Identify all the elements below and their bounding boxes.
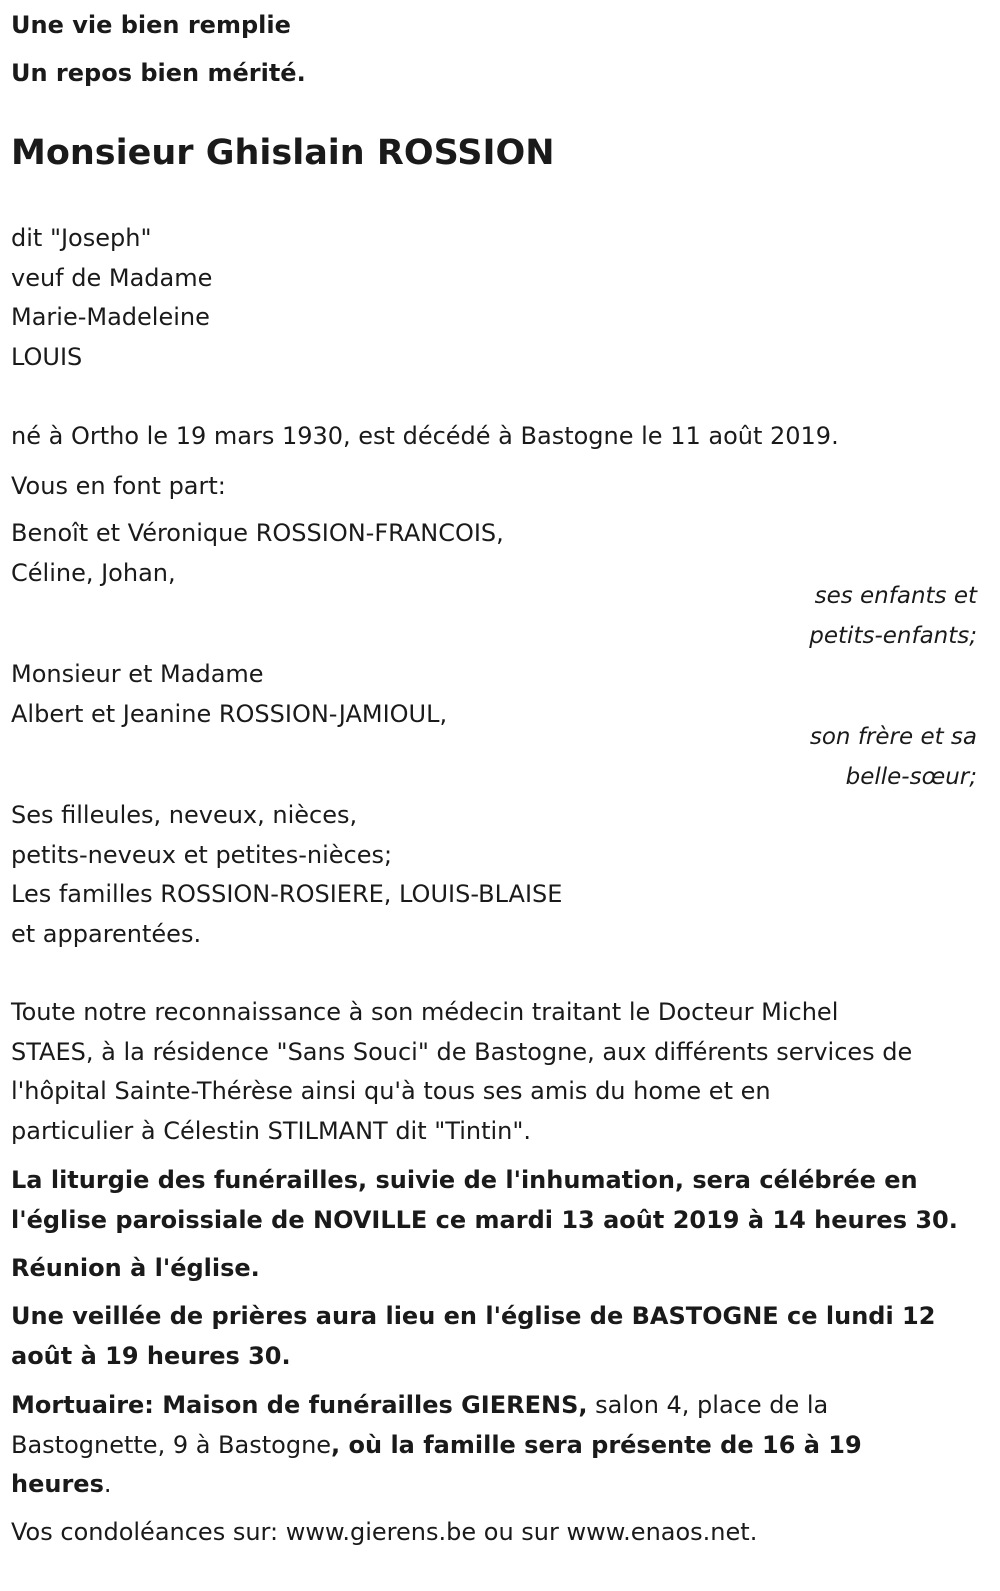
detail-line: LOUIS (11, 342, 83, 371)
family-line: Ses filleules, neveux, nièces, (11, 801, 358, 829)
relation-line: belle-sœur; (845, 763, 977, 790)
detail-line: Marie-Madeleine (11, 303, 210, 332)
mortuary-address-2: Bastognette, 9 à Bastogne (11, 1430, 332, 1459)
mortuary-label: Mortuaire: Maison de funérailles GIERENS, (11, 1391, 588, 1419)
relation-line: ses enfants et (814, 583, 977, 609)
liturgy-line: La liturgie des funérailles, suivie de l'inhumation, sera célébrée en (11, 1166, 918, 1194)
deceased-details (11, 219, 212, 377)
liturgy (11, 1161, 958, 1240)
period: . (103, 1470, 112, 1499)
motto-line-1: Une vie bien remplie (11, 11, 291, 39)
vigil (11, 1297, 935, 1376)
family-line: Les familles ROSSION-ROSIERE, LOUIS-BLAISE (11, 880, 563, 909)
family-line: Céline, Johan, (11, 558, 176, 587)
family-line: Monsieur et Madame (11, 660, 264, 688)
birth-death-text: né à Ortho le 19 mars 1930, est décédé à Bastogne le 11 août 2019. (11, 422, 839, 450)
family-line: Albert et Jeanine ROSSION-JAMIOUL, (11, 699, 448, 728)
thanks-line: STAES, à la résidence "Sans Souci" de Bastogne, aux différents services de (11, 1037, 913, 1066)
meeting-text: Réunion à l'église. (11, 1254, 260, 1282)
family-line: et apparentées. (11, 919, 202, 948)
liturgy-line: l'église paroissiale de NOVILLE ce mardi 13 août 2019 à 14 heures 30. (11, 1205, 958, 1234)
intro-text: Vous en font part: (11, 472, 226, 500)
vigil-line: août à 19 heures 30. (11, 1341, 291, 1370)
thanks-line: l'hôpital Sainte-Thérèse ainsi qu'à tous ses amis du home et en (11, 1077, 771, 1106)
relation-line: petits-enfants; (809, 622, 977, 649)
family-group-1 (11, 514, 504, 593)
deceased-name (11, 129, 555, 177)
motto (11, 1, 306, 97)
mortuary (11, 1386, 862, 1505)
thanks-line: Toute notre reconnaissance à son médecin traitant le Docteur Michel (11, 998, 839, 1026)
family-line: Benoît et Véronique ROSSION-FRANCOIS, (11, 519, 504, 547)
vigil-line: Une veillée de prières aura lieu en l'église de BASTOGNE ce lundi 12 (11, 1302, 936, 1330)
thanks (11, 993, 912, 1151)
family-group-3 (11, 796, 562, 954)
family-line: petits-neveux et petites-nièces; (11, 840, 393, 869)
motto-line-2: Un repos bien mérité. (11, 59, 306, 87)
mortuary-line-1 (11, 1386, 862, 1426)
thanks-line: particulier à Célestin STILMANT dit "Tintin". (11, 1116, 532, 1145)
mortuary-line-3 (11, 1465, 862, 1505)
condolences-text: Vos condoléances sur: www.gierens.be ou sur www.enaos.net. (11, 1518, 758, 1546)
relation-line: son frère et sa (809, 724, 977, 750)
family-present-text: , où la famille sera présente de 16 à 19 (331, 1430, 862, 1459)
birth-death (11, 417, 839, 457)
family-relation-1 (809, 577, 977, 656)
announcement-intro (11, 467, 226, 507)
mortuary-address-1: salon 4, place de la (587, 1391, 829, 1419)
detail-line: dit "Joseph" (11, 224, 152, 252)
family-group-2 (11, 655, 447, 734)
family-relation-2 (810, 718, 977, 797)
detail-line: veuf de Madame (11, 263, 213, 292)
page-title: Monsieur Ghislain ROSSION (11, 133, 555, 173)
mortuary-line-2 (11, 1426, 862, 1466)
hours-text: heures (11, 1470, 104, 1499)
meeting (11, 1249, 260, 1289)
condolences (11, 1513, 757, 1553)
